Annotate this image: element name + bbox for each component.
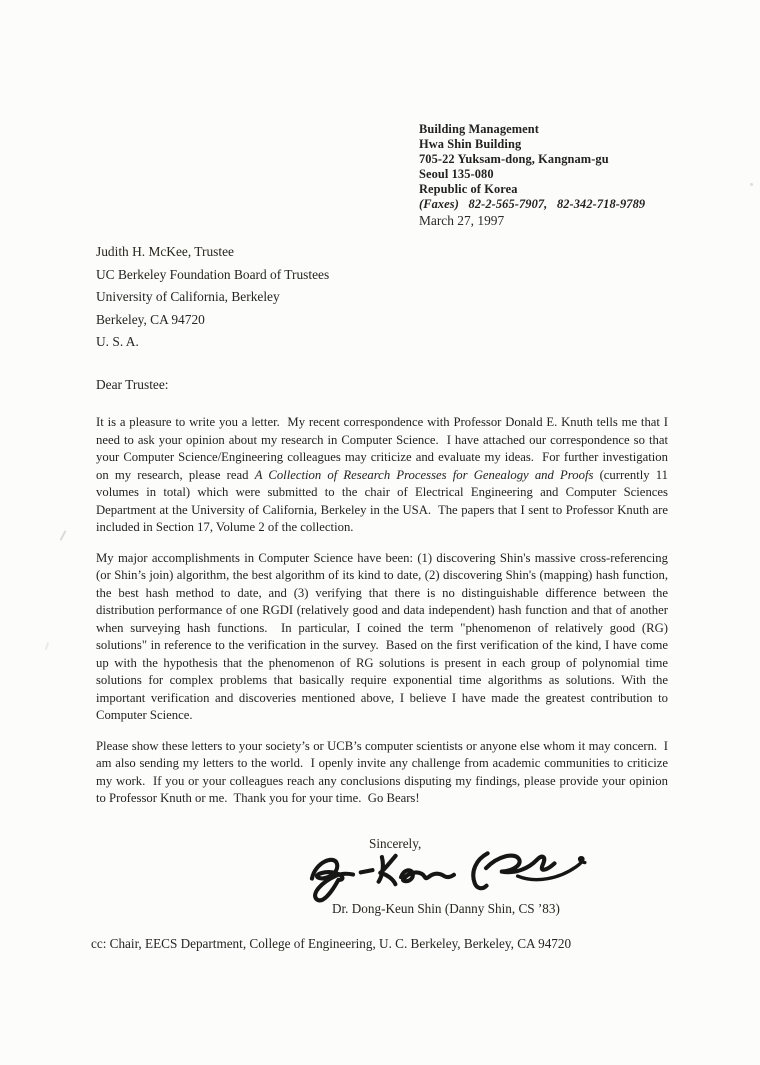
paragraph-1	[96, 414, 672, 537]
sender-address-block	[419, 122, 645, 212]
signature-handwriting	[305, 841, 590, 906]
book-title: A Collection of Research Processes for Genealogy and Proofs	[254, 467, 594, 482]
scan-artifact	[60, 530, 67, 541]
sender-line: Seoul 135-080	[419, 167, 494, 181]
letter-body	[96, 414, 672, 821]
valediction: Sincerely,	[369, 836, 422, 851]
recipient-address-block	[96, 241, 329, 354]
sender-line: Building Management	[419, 122, 539, 136]
recipient-line: U. S. A.	[96, 334, 139, 349]
sender-line: Republic of Korea	[419, 182, 518, 196]
sender-fax-line: (Faxes) 82-2-565-7907, 82-342-718-9789	[419, 197, 646, 211]
paragraph-3: Please show these letters to your society’s or UCB’s computer scientists or anyone else whom it may concern. I am also sending my letters to the world. I openly invite any challenge from academic communities to criticize my work. If you or your colleagues reach any conclusions disputing my findings, please provide your opinion to Professor Knuth or me. Thank you for your time. Go Bears!	[96, 738, 672, 805]
scan-artifact	[750, 183, 753, 186]
recipient-line: Judith H. McKee, Trustee	[96, 244, 234, 259]
paragraph-1-continued: (currently 11 volumes in total) which were submitted to the chair of Electrical Engineering and Computer Sciences Department at the University of California, Berkeley in the USA. The papers that I sent to Professor Knuth are included in Section 17, Volume 2 of the collection.	[96, 467, 672, 534]
paragraph-2: My major accomplishments in Computer Science have been: (1) discovering Shin's massive cross-referencing (or Shin’s join) algorithm, the best algorithm of its kind to date, (2) discovering Shin's (mapping) hash function, the best hash method to date, and (3) verifying that there is no distinguishable difference between the distribution performance of one RGDI (relatively good and data independent) hash function and that of another when surveying hash functions. In particular, I coined the term "phenomenon of relatively good (RG) solutions" in reference to the verification in the survey. Based on the first verification of the kind, I have come up with the hypothesis that the phenomenon of RG solutions is present in each group of polynomial time solutions for complex problems that basically require exponential time algorithms as solutions. With the important verification and discoveries mentioned above, I believe I have made the greatest contribution to Computer Science.	[96, 550, 672, 722]
signer-name: Dr. Dong-Keun Shin (Danny Shin, CS ’83)	[332, 901, 560, 916]
recipient-line: Berkeley, CA 94720	[96, 311, 205, 327]
letter-date: March 27, 1997	[419, 213, 505, 228]
paragraph-1-text: It is a pleasure to write you a letter. My recent correspondence with Professor Donald E. Knuth tells me that I need to ask your opinion about my research in Computer Science. I have attached our correspondence so that your Computer Science/Engineering colleagues may criticize and evaluate my ideas. For further investigation on my research, please read	[96, 415, 672, 482]
scan-artifact	[45, 642, 50, 650]
recipient-line: University of California, Berkeley	[96, 289, 280, 304]
salutation: Dear Trustee:	[96, 377, 169, 392]
sender-line: 705-22 Yuksam-dong, Kangnam-gu	[419, 152, 609, 166]
sender-line: Hwa Shin Building	[419, 137, 522, 151]
cc-line: cc: Chair, EECS Department, College of Engineering, U. C. Berkeley, Berkeley, CA 94720	[91, 936, 572, 951]
recipient-line: UC Berkeley Foundation Board of Trustees	[96, 266, 330, 282]
